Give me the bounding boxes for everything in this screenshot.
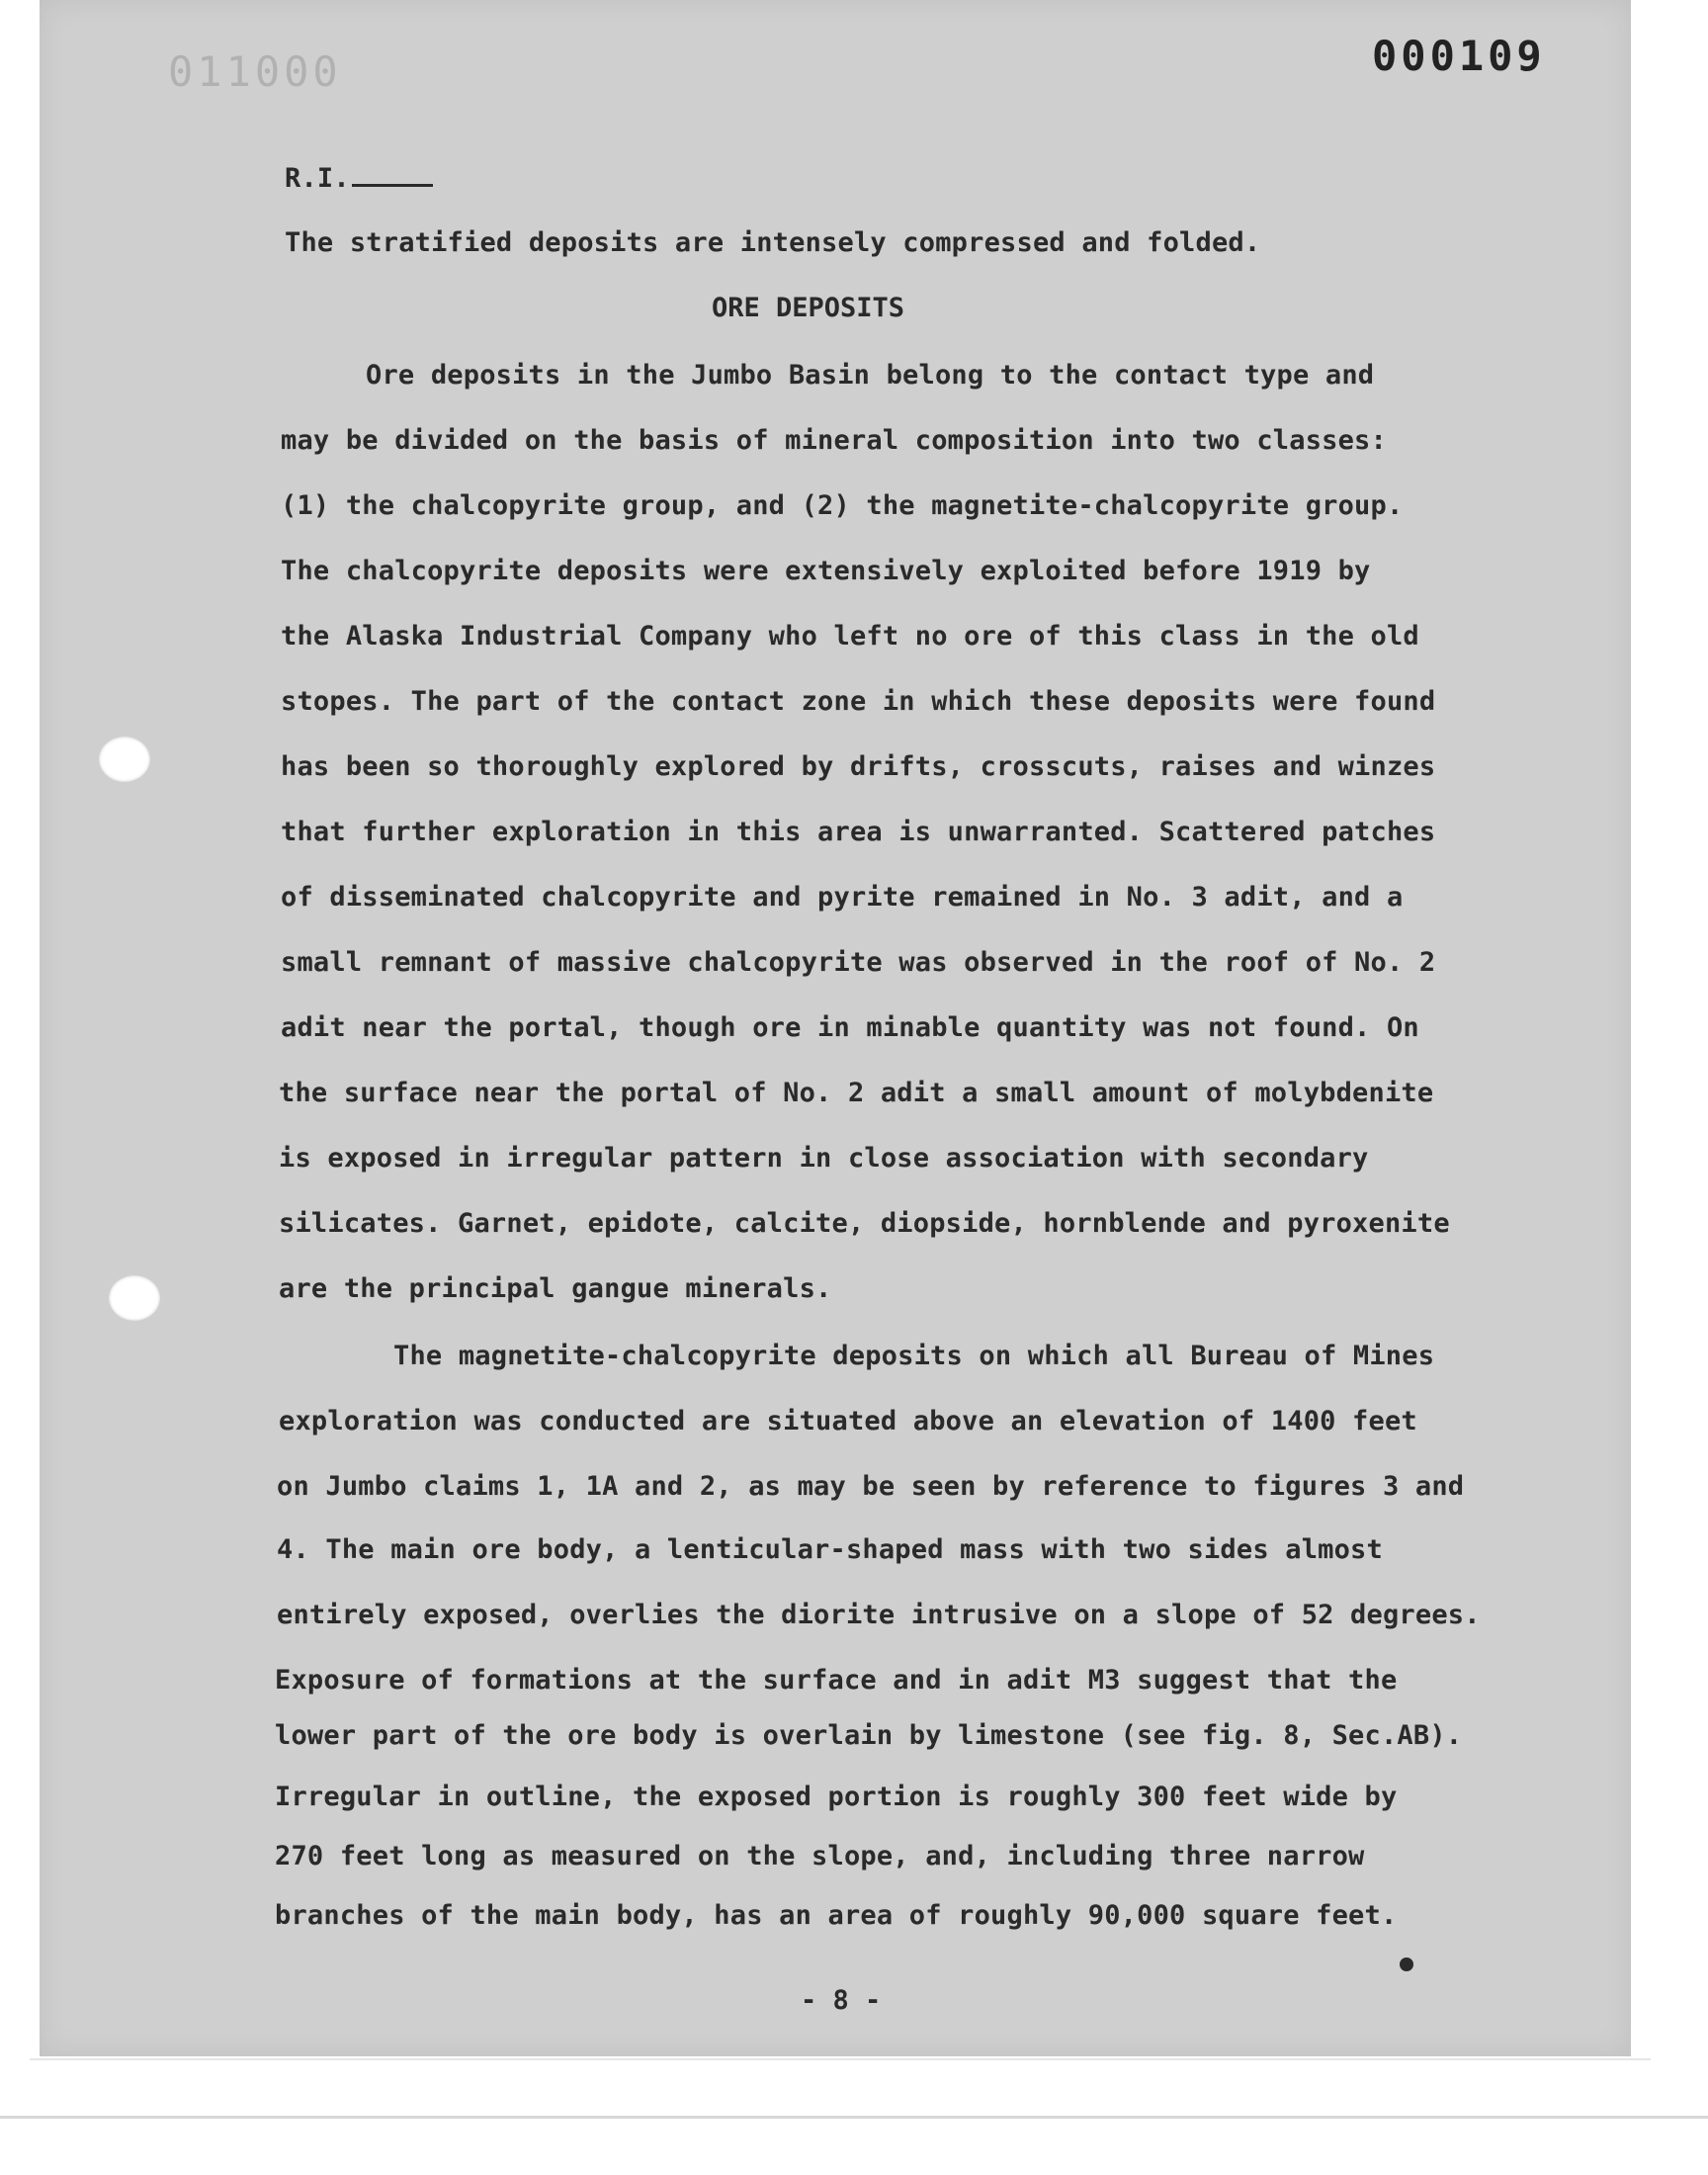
body-line: stopes. The part of the contact zone in which these deposits were found xyxy=(281,686,1436,717)
body-line: small remnant of massive chalcopyrite was observed in the roof of No. 2 xyxy=(281,947,1436,978)
page-stamp-number: 000109 xyxy=(1372,32,1546,80)
ri-label-text: R.I. xyxy=(285,163,350,194)
body-line: Exposure of formations at the surface and in adit M3 suggest that the xyxy=(275,1665,1398,1696)
body-line: the surface near the portal of No. 2 adit a small amount of molybdenite xyxy=(279,1078,1434,1108)
body-line: 4. The main ore body, a lenticular-shaped mass with two sides almost xyxy=(277,1534,1383,1565)
body-line: The stratified deposits are intensely compressed and folded. xyxy=(285,227,1261,258)
body-line: are the principal gangue minerals. xyxy=(279,1273,832,1304)
body-line: adit near the portal, though ore in minable quantity was not found. On xyxy=(281,1012,1419,1043)
body-line: on Jumbo claims 1, 1A and 2, as may be seen by reference to figures 3 and xyxy=(277,1471,1465,1502)
body-line: (1) the chalcopyrite group, and (2) the magnetite-chalcopyrite group. xyxy=(281,490,1404,521)
body-line: has been so thoroughly explored by drifts, crosscuts, raises and winzes xyxy=(281,751,1436,782)
body-line: entirely exposed, overlies the diorite intrusive on a slope of 52 degrees. xyxy=(277,1600,1481,1630)
body-line: lower part of the ore body is overlain by limestone (see fig. 8, Sec.AB). xyxy=(275,1720,1463,1751)
page-number: - 8 - xyxy=(801,1985,882,2016)
body-line: branches of the main body, has an area of roughly 90,000 square feet. xyxy=(275,1900,1398,1931)
punch-hole-icon xyxy=(99,737,150,782)
ri-blank-line xyxy=(352,162,433,187)
body-line: The magnetite-chalcopyrite deposits on which all Bureau of Mines xyxy=(393,1341,1435,1371)
ink-speck xyxy=(1400,1958,1413,1971)
body-line: of disseminated chalcopyrite and pyrite remained in No. 3 adit, and a xyxy=(281,882,1404,913)
body-line: is exposed in irregular pattern in close association with secondary xyxy=(279,1143,1369,1174)
body-line: that further exploration in this area is unwarranted. Scattered patches xyxy=(281,817,1436,847)
sheet-edge xyxy=(30,2058,1651,2060)
section-heading: ORE DEPOSITS xyxy=(712,293,905,323)
body-line: Ore deposits in the Jumbo Basin belong to the contact type and xyxy=(366,360,1375,391)
scanner-edge-line xyxy=(0,2116,1708,2119)
body-line: 270 feet long as measured on the slope, and, including three narrow xyxy=(275,1841,1365,1871)
body-line: Irregular in outline, the exposed portion is roughly 300 feet wide by xyxy=(275,1782,1398,1812)
ri-label xyxy=(285,162,433,194)
body-line: the Alaska Industrial Company who left no ore of this class in the old xyxy=(281,621,1419,652)
punch-hole-icon xyxy=(109,1275,160,1321)
faint-stamp-number: 011000 xyxy=(168,47,342,96)
body-line: exploration was conducted are situated above an elevation of 1400 feet xyxy=(279,1406,1417,1436)
body-line: The chalcopyrite deposits were extensively exploited before 1919 by xyxy=(281,556,1371,586)
body-line: may be divided on the basis of mineral composition into two classes: xyxy=(281,425,1387,456)
body-line: silicates. Garnet, epidote, calcite, diopside, hornblende and pyroxenite xyxy=(279,1208,1450,1239)
